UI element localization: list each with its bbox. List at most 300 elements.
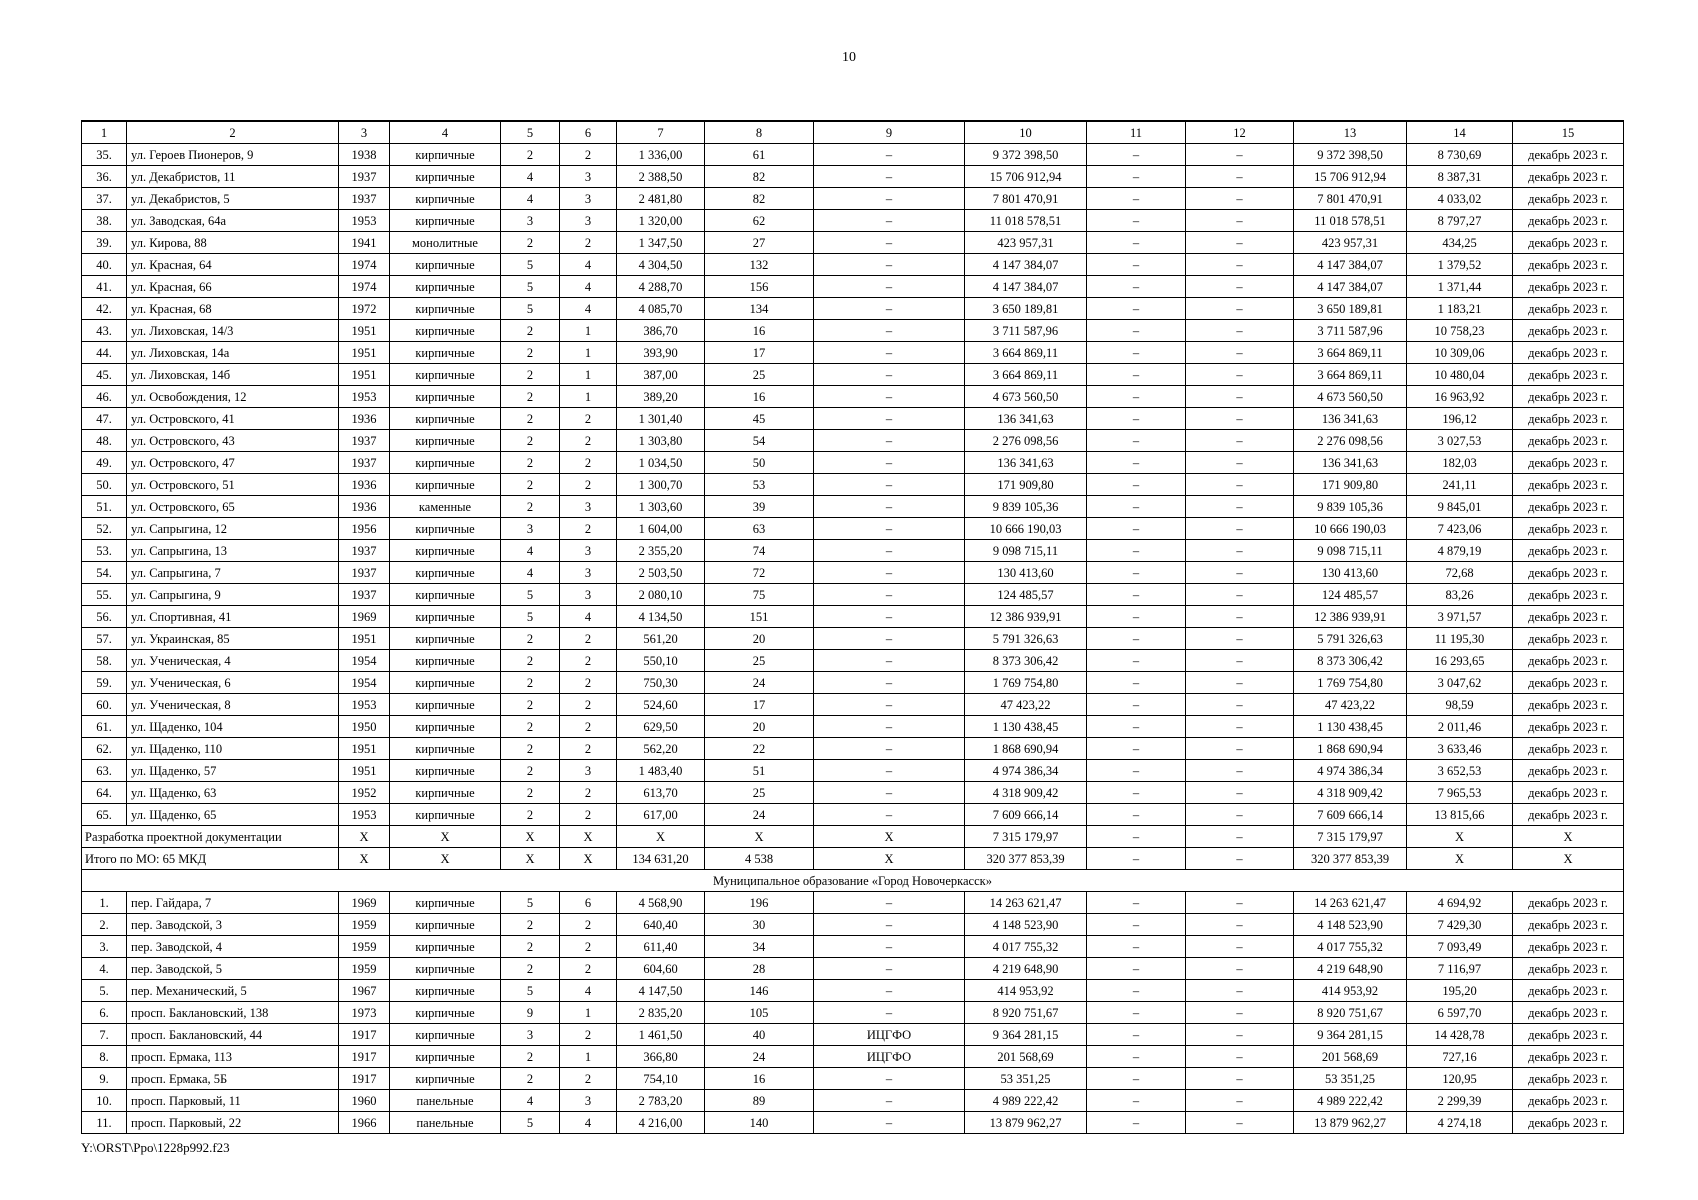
table-cell: декабрь 2023 г. xyxy=(1513,1068,1624,1090)
table-cell: 16 xyxy=(705,1068,814,1090)
table-row xyxy=(82,496,1624,518)
table-cell: 45 xyxy=(705,408,814,430)
table-cell: 629,50 xyxy=(617,716,705,738)
table-cell: – xyxy=(814,1090,965,1112)
table-cell: 98,59 xyxy=(1407,694,1513,716)
table-cell: 4 xyxy=(501,1090,560,1112)
table-cell: 2 xyxy=(501,342,560,364)
table-cell: 4 318 909,42 xyxy=(1294,782,1407,804)
table-cell: – xyxy=(1087,144,1186,166)
address-cell: пер. Заводской, 3 xyxy=(127,914,339,936)
address-cell: ул. Освобождения, 12 xyxy=(127,386,339,408)
table-cell: 61 xyxy=(705,144,814,166)
table-cell: 1917 xyxy=(339,1046,390,1068)
table-cell: 6 597,70 xyxy=(1407,1002,1513,1024)
table-cell: – xyxy=(814,496,965,518)
table-cell: X xyxy=(1513,826,1624,848)
table-cell: 8 387,31 xyxy=(1407,166,1513,188)
table-cell: 5 xyxy=(501,584,560,606)
row-number: 58. xyxy=(82,650,127,672)
table-row xyxy=(82,452,1624,474)
table-cell: 1969 xyxy=(339,606,390,628)
table-cell: 1953 xyxy=(339,804,390,826)
table-cell: кирпичные xyxy=(390,1068,501,1090)
column-number: 8 xyxy=(705,121,814,144)
row-number: 39. xyxy=(82,232,127,254)
address-cell: ул. Островского, 41 xyxy=(127,408,339,430)
table-row xyxy=(82,650,1624,672)
table-cell: 613,70 xyxy=(617,782,705,804)
row-number: 41. xyxy=(82,276,127,298)
table-cell: кирпичные xyxy=(390,254,501,276)
address-cell: ул. Сапрыгина, 13 xyxy=(127,540,339,562)
table-cell: 1974 xyxy=(339,254,390,276)
table-cell: 1 769 754,80 xyxy=(1294,672,1407,694)
table-cell: декабрь 2023 г. xyxy=(1513,364,1624,386)
table-cell: – xyxy=(1186,144,1294,166)
table-cell: – xyxy=(1186,782,1294,804)
table-row xyxy=(82,716,1624,738)
table-cell: 2 xyxy=(501,936,560,958)
table-cell: декабрь 2023 г. xyxy=(1513,672,1624,694)
table-cell: 1 868 690,94 xyxy=(965,738,1087,760)
table-cell: 8 730,69 xyxy=(1407,144,1513,166)
table-cell: 4 147 384,07 xyxy=(1294,254,1407,276)
table-cell: 1 303,80 xyxy=(617,430,705,452)
column-number: 13 xyxy=(1294,121,1407,144)
table-cell: декабрь 2023 г. xyxy=(1513,166,1624,188)
row-number: 59. xyxy=(82,672,127,694)
table-row xyxy=(82,210,1624,232)
table-cell: 320 377 853,39 xyxy=(1294,848,1407,870)
table-cell: декабрь 2023 г. xyxy=(1513,694,1624,716)
page-number: 10 xyxy=(842,50,856,65)
table-cell: кирпичные xyxy=(390,320,501,342)
table-cell: 10 666 190,03 xyxy=(1294,518,1407,540)
table-cell: 17 xyxy=(705,694,814,716)
table-cell: 1 301,40 xyxy=(617,408,705,430)
table-cell: 9 364 281,15 xyxy=(1294,1024,1407,1046)
table-cell: 11 018 578,51 xyxy=(1294,210,1407,232)
table-cell: декабрь 2023 г. xyxy=(1513,430,1624,452)
table-cell: 4 xyxy=(560,254,617,276)
table-cell: – xyxy=(1186,188,1294,210)
table-row xyxy=(82,276,1624,298)
table-cell: кирпичные xyxy=(390,650,501,672)
table-cell: 7 093,49 xyxy=(1407,936,1513,958)
table-cell: 5 791 326,63 xyxy=(965,628,1087,650)
table-cell: 4 xyxy=(501,562,560,584)
table-cell: декабрь 2023 г. xyxy=(1513,232,1624,254)
table-cell: 1967 xyxy=(339,980,390,1002)
table-cell: 4 274,18 xyxy=(1407,1112,1513,1134)
table-cell: 1960 xyxy=(339,1090,390,1112)
table-cell: – xyxy=(1087,430,1186,452)
table-row xyxy=(82,694,1624,716)
table-cell: 4 xyxy=(501,540,560,562)
table-cell: – xyxy=(1087,320,1186,342)
table-cell: 9 372 398,50 xyxy=(965,144,1087,166)
table-cell: 1972 xyxy=(339,298,390,320)
table-cell: – xyxy=(1087,364,1186,386)
table-cell: 4 xyxy=(560,276,617,298)
row-number: 9. xyxy=(82,1068,127,1090)
row-number: 57. xyxy=(82,628,127,650)
table-cell: декабрь 2023 г. xyxy=(1513,1090,1624,1112)
table-cell: 2 xyxy=(560,452,617,474)
table-cell: 24 xyxy=(705,672,814,694)
table-cell: 3 xyxy=(560,562,617,584)
table-cell: 727,16 xyxy=(1407,1046,1513,1068)
table-row xyxy=(82,254,1624,276)
table-cell: кирпичные xyxy=(390,606,501,628)
row-number: 55. xyxy=(82,584,127,606)
table-cell: 20 xyxy=(705,628,814,650)
table-cell: – xyxy=(1186,848,1294,870)
table-cell: 4 085,70 xyxy=(617,298,705,320)
table-cell: 5 xyxy=(501,298,560,320)
table-cell: 4 673 560,50 xyxy=(1294,386,1407,408)
table-cell: 1937 xyxy=(339,540,390,562)
table-cell: – xyxy=(1087,958,1186,980)
table-cell: – xyxy=(1087,1090,1186,1112)
table-cell: – xyxy=(1087,672,1186,694)
table-row xyxy=(82,342,1624,364)
table-cell: 2 xyxy=(501,408,560,430)
table-cell: – xyxy=(1186,496,1294,518)
table-cell: – xyxy=(1186,804,1294,826)
table-cell: 750,30 xyxy=(617,672,705,694)
table-cell: 3 971,57 xyxy=(1407,606,1513,628)
table-cell: 50 xyxy=(705,452,814,474)
table-cell: 2 xyxy=(501,782,560,804)
table-cell: 1 604,00 xyxy=(617,518,705,540)
table-cell: 2 xyxy=(560,958,617,980)
table-cell: 611,40 xyxy=(617,936,705,958)
table-cell: 7 801 470,91 xyxy=(965,188,1087,210)
row-number: 53. xyxy=(82,540,127,562)
table-cell: 5 xyxy=(501,892,560,914)
table-cell: 1 300,70 xyxy=(617,474,705,496)
table-cell: 89 xyxy=(705,1090,814,1112)
table-cell: 3 xyxy=(560,584,617,606)
table-cell: декабрь 2023 г. xyxy=(1513,408,1624,430)
table-cell: 16 xyxy=(705,386,814,408)
row-number: 5. xyxy=(82,980,127,1002)
table-cell: 2 xyxy=(501,628,560,650)
table-cell: 13 815,66 xyxy=(1407,804,1513,826)
table-cell: 40 xyxy=(705,1024,814,1046)
address-cell: ул. Кирова, 88 xyxy=(127,232,339,254)
table-cell: 7 315 179,97 xyxy=(965,826,1087,848)
table-cell: 4 694,92 xyxy=(1407,892,1513,914)
table-cell: 1941 xyxy=(339,232,390,254)
table-cell: кирпичные xyxy=(390,760,501,782)
table-cell: – xyxy=(814,804,965,826)
table-cell: – xyxy=(1186,914,1294,936)
table-cell: 423 957,31 xyxy=(1294,232,1407,254)
table-cell: 6 xyxy=(560,892,617,914)
table-cell: 2 xyxy=(560,914,617,936)
table-cell: 2 xyxy=(501,430,560,452)
address-cell: ул. Островского, 51 xyxy=(127,474,339,496)
row-number: 2. xyxy=(82,914,127,936)
table-cell: 4 989 222,42 xyxy=(1294,1090,1407,1112)
table-cell: – xyxy=(814,650,965,672)
table-cell: 1951 xyxy=(339,760,390,782)
table-cell: кирпичные xyxy=(390,474,501,496)
table-cell: – xyxy=(814,760,965,782)
table-cell: 3 xyxy=(560,188,617,210)
table-cell: – xyxy=(1087,782,1186,804)
table-cell: – xyxy=(1186,958,1294,980)
address-cell: просп. Парковый, 11 xyxy=(127,1090,339,1112)
table-cell: 2 xyxy=(501,804,560,826)
table-cell: – xyxy=(1186,1112,1294,1134)
table-cell: – xyxy=(814,914,965,936)
table-cell: 83,26 xyxy=(1407,584,1513,606)
table-cell: 2 xyxy=(560,650,617,672)
table-cell: 47 423,22 xyxy=(1294,694,1407,716)
table-cell: 136 341,63 xyxy=(965,408,1087,430)
table-cell: 4 148 523,90 xyxy=(965,914,1087,936)
table-cell: 134 631,20 xyxy=(617,848,705,870)
table-cell: 4 538 xyxy=(705,848,814,870)
table-cell: 82 xyxy=(705,188,814,210)
table-cell: 1953 xyxy=(339,210,390,232)
address-cell: ул. Лиховская, 14а xyxy=(127,342,339,364)
table-cell: 75 xyxy=(705,584,814,606)
table-cell: 1 xyxy=(560,320,617,342)
table-cell: 130 413,60 xyxy=(965,562,1087,584)
table-cell: кирпичные xyxy=(390,1024,501,1046)
table-row xyxy=(82,320,1624,342)
table-cell: – xyxy=(1186,276,1294,298)
table-cell: 3 664 869,11 xyxy=(965,364,1087,386)
address-cell: просп. Баклановский, 44 xyxy=(127,1024,339,1046)
table-cell: – xyxy=(1087,804,1186,826)
table-cell: 4 989 222,42 xyxy=(965,1090,1087,1112)
table-cell: 171 909,80 xyxy=(965,474,1087,496)
table-cell: – xyxy=(1087,276,1186,298)
row-number: 36. xyxy=(82,166,127,188)
table-cell: 1973 xyxy=(339,1002,390,1024)
table-cell: 4 147 384,07 xyxy=(965,276,1087,298)
table-cell: 3 047,62 xyxy=(1407,672,1513,694)
table-cell: 2 xyxy=(501,496,560,518)
table-cell: 1 xyxy=(560,342,617,364)
table-cell: – xyxy=(1186,628,1294,650)
table-cell: – xyxy=(1186,254,1294,276)
table-cell: декабрь 2023 г. xyxy=(1513,144,1624,166)
table-cell: 54 xyxy=(705,430,814,452)
column-number: 12 xyxy=(1186,121,1294,144)
table-cell: кирпичные xyxy=(390,980,501,1002)
table-cell: X xyxy=(1407,848,1513,870)
table-cell: 14 263 621,47 xyxy=(1294,892,1407,914)
table-cell: 2 xyxy=(560,1024,617,1046)
table-cell: кирпичные xyxy=(390,1002,501,1024)
table-cell: 1 303,60 xyxy=(617,496,705,518)
row-number: 44. xyxy=(82,342,127,364)
table-cell: 34 xyxy=(705,936,814,958)
table-cell: 2 xyxy=(501,760,560,782)
table-cell: – xyxy=(814,232,965,254)
table-cell: – xyxy=(814,628,965,650)
table-cell: X xyxy=(501,826,560,848)
table-cell: – xyxy=(1087,562,1186,584)
table-cell: 4 673 560,50 xyxy=(965,386,1087,408)
table-cell: 2 xyxy=(501,320,560,342)
table-cell: декабрь 2023 г. xyxy=(1513,716,1624,738)
table-cell: X xyxy=(390,826,501,848)
table-cell: 2 xyxy=(560,738,617,760)
row-number: 37. xyxy=(82,188,127,210)
table-cell: 4 304,50 xyxy=(617,254,705,276)
table-cell: 241,11 xyxy=(1407,474,1513,496)
table-cell: 136 341,63 xyxy=(1294,452,1407,474)
column-number: 7 xyxy=(617,121,705,144)
table-cell: – xyxy=(1186,694,1294,716)
table-cell: X xyxy=(560,826,617,848)
row-number: 43. xyxy=(82,320,127,342)
row-number: 54. xyxy=(82,562,127,584)
table-cell: 16 xyxy=(705,320,814,342)
table-cell: X xyxy=(1407,826,1513,848)
table-cell: 182,03 xyxy=(1407,452,1513,474)
table-cell: – xyxy=(1087,650,1186,672)
table-cell: 63 xyxy=(705,518,814,540)
table-cell: 2 xyxy=(501,650,560,672)
table-cell: 105 xyxy=(705,1002,814,1024)
table-cell: 4 147 384,07 xyxy=(965,254,1087,276)
table-cell: – xyxy=(1087,386,1186,408)
table-cell: – xyxy=(814,144,965,166)
table-cell: 1937 xyxy=(339,188,390,210)
table-cell: 1 379,52 xyxy=(1407,254,1513,276)
row-number: 60. xyxy=(82,694,127,716)
table-cell: 11 195,30 xyxy=(1407,628,1513,650)
address-cell: просп. Ермака, 5Б xyxy=(127,1068,339,1090)
table-cell: 130 413,60 xyxy=(1294,562,1407,584)
table-cell: кирпичные xyxy=(390,892,501,914)
table-cell: – xyxy=(814,166,965,188)
table-cell: 22 xyxy=(705,738,814,760)
row-number: 48. xyxy=(82,430,127,452)
table-cell: декабрь 2023 г. xyxy=(1513,584,1624,606)
row-number: 40. xyxy=(82,254,127,276)
row-number: 64. xyxy=(82,782,127,804)
table-cell: – xyxy=(814,342,965,364)
table-cell: 1 xyxy=(560,364,617,386)
table-cell: декабрь 2023 г. xyxy=(1513,254,1624,276)
column-number: 6 xyxy=(560,121,617,144)
header-row xyxy=(82,121,1624,144)
table-cell: 1 769 754,80 xyxy=(965,672,1087,694)
table-cell: 4 974 386,34 xyxy=(965,760,1087,782)
table-cell: 2 835,20 xyxy=(617,1002,705,1024)
table-cell: 3 xyxy=(560,1090,617,1112)
table-cell: 1938 xyxy=(339,144,390,166)
address-cell: пер. Гайдара, 7 xyxy=(127,892,339,914)
table-cell: 2 xyxy=(501,452,560,474)
table-cell: 320 377 853,39 xyxy=(965,848,1087,870)
table-cell: 15 706 912,94 xyxy=(1294,166,1407,188)
table-cell: 3 027,53 xyxy=(1407,430,1513,452)
table-cell: – xyxy=(1186,1090,1294,1112)
table-cell: 1 336,00 xyxy=(617,144,705,166)
table-cell: – xyxy=(814,408,965,430)
row-number: 3. xyxy=(82,936,127,958)
row-number: 49. xyxy=(82,452,127,474)
table-cell: – xyxy=(1186,232,1294,254)
table-cell: 550,10 xyxy=(617,650,705,672)
table-cell: – xyxy=(1087,518,1186,540)
table-cell: 1969 xyxy=(339,892,390,914)
table-cell: декабрь 2023 г. xyxy=(1513,782,1624,804)
table-cell: – xyxy=(814,892,965,914)
table-cell: кирпичные xyxy=(390,1046,501,1068)
table-cell: – xyxy=(1186,1002,1294,1024)
table-cell: – xyxy=(1087,232,1186,254)
table-cell: декабрь 2023 г. xyxy=(1513,474,1624,496)
summary-label: Разработка проектной документации xyxy=(82,826,339,848)
table-cell: – xyxy=(814,298,965,320)
address-cell: ул. Декабристов, 5 xyxy=(127,188,339,210)
table-cell: – xyxy=(1087,826,1186,848)
table-row xyxy=(82,1024,1624,1046)
table-cell: декабрь 2023 г. xyxy=(1513,518,1624,540)
table-row xyxy=(82,782,1624,804)
address-cell: ул. Лиховская, 14/3 xyxy=(127,320,339,342)
table-cell: 1959 xyxy=(339,958,390,980)
table-cell: 10 666 190,03 xyxy=(965,518,1087,540)
table-cell: 1959 xyxy=(339,936,390,958)
table-cell: 2 xyxy=(560,672,617,694)
table-cell: – xyxy=(1186,210,1294,232)
table-cell: 20 xyxy=(705,716,814,738)
table-cell: 524,60 xyxy=(617,694,705,716)
table-cell: – xyxy=(1186,760,1294,782)
table-cell: кирпичные xyxy=(390,188,501,210)
table-cell: 1 xyxy=(560,386,617,408)
table-cell: 124 485,57 xyxy=(1294,584,1407,606)
table-row xyxy=(82,1068,1624,1090)
table-cell: кирпичные xyxy=(390,716,501,738)
table-cell: декабрь 2023 г. xyxy=(1513,958,1624,980)
table-cell: – xyxy=(1186,606,1294,628)
table-cell: – xyxy=(1186,1068,1294,1090)
table-cell: X xyxy=(560,848,617,870)
table-cell: – xyxy=(1186,1024,1294,1046)
table-cell: – xyxy=(1186,408,1294,430)
table-cell: 11 018 578,51 xyxy=(965,210,1087,232)
row-number: 4. xyxy=(82,958,127,980)
table-cell: 25 xyxy=(705,782,814,804)
table-row xyxy=(82,980,1624,1002)
table-cell: – xyxy=(1087,254,1186,276)
row-number: 56. xyxy=(82,606,127,628)
row-number: 62. xyxy=(82,738,127,760)
data-table xyxy=(81,120,1624,1134)
table-cell: 2 xyxy=(501,386,560,408)
table-cell: 8 373 306,42 xyxy=(965,650,1087,672)
column-number: 15 xyxy=(1513,121,1624,144)
table-cell: – xyxy=(1087,188,1186,210)
address-cell: ул. Украинская, 85 xyxy=(127,628,339,650)
table-cell: кирпичные xyxy=(390,694,501,716)
table-cell: – xyxy=(1087,408,1186,430)
